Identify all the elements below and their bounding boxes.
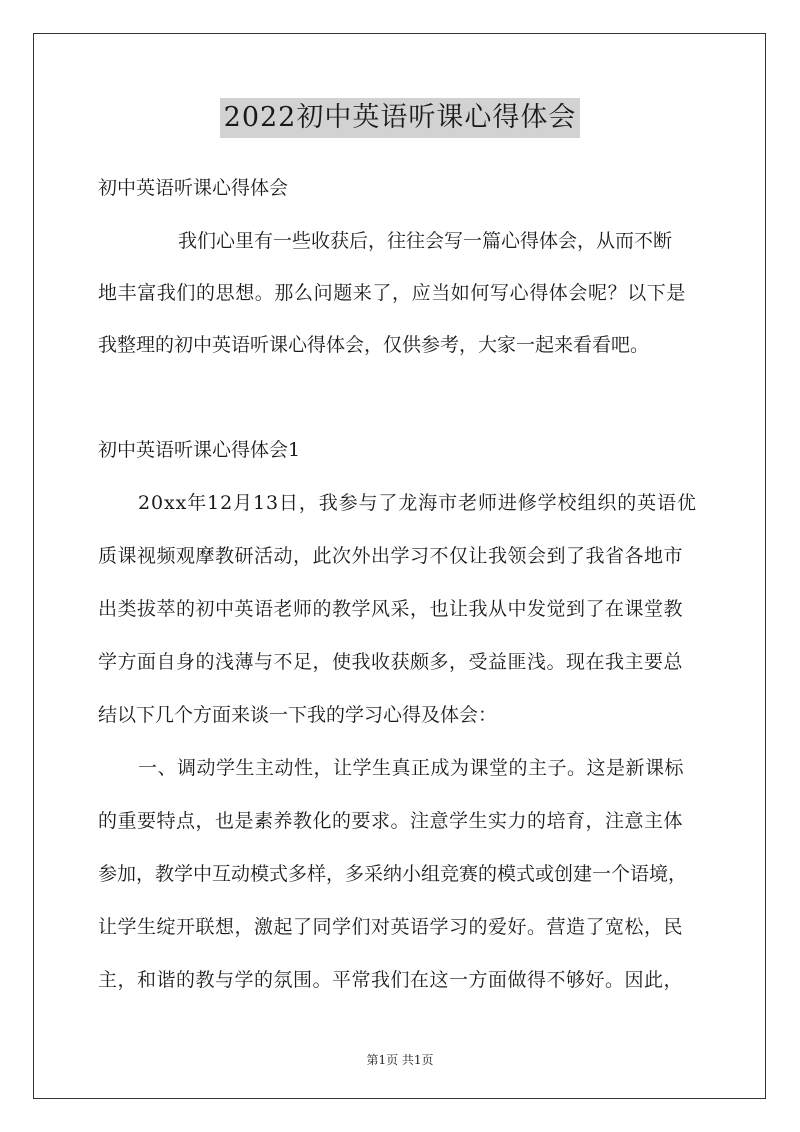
body-line-2: 质课视频观摩教研活动，此次外出学习不仅让我领会到了我省各地市 [98, 545, 684, 567]
body-line-7: 的重要特点，也是素养教化的要求。注意学生实力的培育，注意主体 [98, 810, 684, 832]
body-line-8: 参加，教学中互动模式多样，多采纳小组竞赛的模式或创建一个语境， [98, 863, 688, 885]
subtitle: 初中英语听课心得体会 [98, 177, 289, 199]
intro-line-3: 我整理的初中英语听课心得体会，仅供参考，大家一起来看看吧。 [98, 334, 650, 356]
intro-line-1: 我们心里有一些收获后，往往会写一篇心得体会，从而不断 [178, 230, 673, 252]
body-line-10: 主，和谐的教与学的氛围。平常我们在这一方面做得不够好。因此， [98, 969, 684, 991]
intro-line-2: 地丰富我们的思想。那么问题来了，应当如何写心得体会呢？以下是 [98, 282, 687, 304]
document-title: 2022初中英语听课心得体会 [220, 98, 581, 138]
body-line-9: 让学生绽开联想，激起了同学们对英语学习的爱好。营造了宽松，民 [98, 916, 684, 938]
body-line-5: 结以下几个方面来谈一下我的学习心得及体会： [98, 704, 498, 726]
body-line-6: 一、调动学生主动性，让学生真正成为课堂的主子。这是新课标 [138, 757, 685, 779]
body-line-1: 20xx年12月13日，我参与了龙海市老师进修学校组织的英语优 [138, 492, 697, 514]
body-line-4: 学方面自身的浅薄与不足，使我收获颇多，受益匪浅。现在我主要总 [98, 651, 684, 673]
page-footer: 第1页 共1页 [366, 1053, 434, 1067]
body-line-3: 出类拔萃的初中英语老师的教学风采，也让我从中发觉到了在课堂教 [98, 598, 684, 620]
title-container [0, 98, 800, 138]
section-heading: 初中英语听课心得体会1 [98, 439, 301, 461]
